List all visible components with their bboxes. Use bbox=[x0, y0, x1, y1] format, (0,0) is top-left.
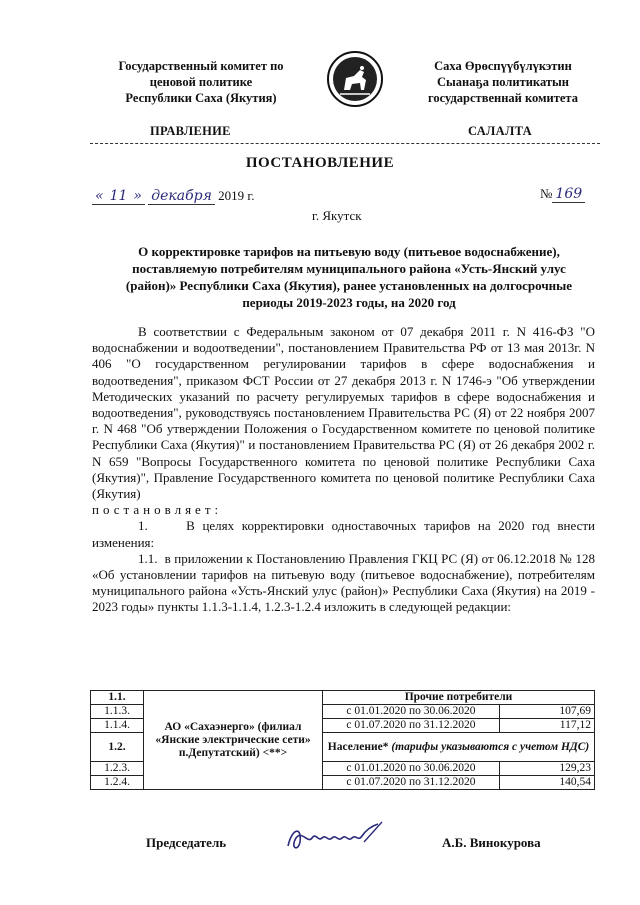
resolve-word: постановляет: bbox=[92, 502, 223, 518]
group-header-note: (тарифы указываются с учетом НДС) bbox=[391, 740, 590, 753]
tariff-table bbox=[90, 690, 595, 790]
header-right-line: государственнай комитета bbox=[428, 91, 578, 105]
document-date bbox=[92, 188, 255, 204]
header-left-line: Республики Саха (Якутия) bbox=[125, 91, 277, 105]
group-header bbox=[323, 733, 595, 762]
document-number bbox=[540, 186, 585, 202]
date-quote-close: » bbox=[130, 188, 145, 205]
tariff-value: 107,69 bbox=[500, 705, 595, 719]
period-cell: с 01.01.2020 по 30.06.2020 bbox=[323, 705, 500, 719]
period-cell: с 01.01.2020 по 30.06.2020 bbox=[323, 762, 500, 776]
table-row bbox=[91, 691, 595, 705]
tariff-value: 117,12 bbox=[500, 719, 595, 733]
row-number: 1.2.3. bbox=[91, 762, 144, 776]
city: г. Якутск bbox=[312, 208, 362, 223]
date-year: 2019 г. bbox=[218, 188, 255, 203]
coat-of-arms-icon bbox=[326, 50, 384, 108]
header-divider bbox=[90, 143, 600, 144]
board-label-sakha: САЛАЛТА bbox=[468, 124, 532, 138]
board-label-ru: ПРАВЛЕНИЕ bbox=[150, 124, 231, 138]
period-cell: с 01.07.2020 по 31.12.2020 bbox=[323, 776, 500, 790]
document-body bbox=[92, 324, 595, 616]
signature-icon bbox=[282, 818, 392, 858]
header-right-block bbox=[408, 58, 598, 106]
row-number: 1.2. bbox=[91, 733, 144, 762]
header-right-line: Саха Өрөспүүбүлүкэтин bbox=[434, 59, 572, 73]
group-header: Прочие потребители bbox=[323, 691, 595, 705]
tariff-value: 140,54 bbox=[500, 776, 595, 790]
number-value: 169 bbox=[552, 186, 585, 203]
organization-cell: АО «Сахаэнерго» (филиал «Янские электрические сети» п.Депутатский) <**> bbox=[144, 691, 323, 790]
header-left-line: ценовой политике bbox=[149, 75, 253, 89]
group-header-main: Население* bbox=[327, 740, 389, 753]
row-number: 1.1.4. bbox=[91, 719, 144, 733]
date-quote-open: « bbox=[92, 188, 107, 205]
date-month: декабря bbox=[148, 188, 215, 205]
header-right-line: Сыанаҕа политикатын bbox=[437, 75, 569, 89]
period-cell: с 01.07.2020 по 31.12.2020 bbox=[323, 719, 500, 733]
preamble-paragraph: В соответствии с Федеральным законом от 07 декабря 2011 г. N 416-ФЗ "О водоснабжении и водоотведении", постановлением Правительства РФ от 13 мая 2013г. N 406 "О государственном регулировании тарифов в сфере водоснабжения и водоотведения", приказом ФСТ России от 27 декабря 2013 г. N 1746-э "Об утверждении Методических указаний по расчету регулируемых тарифов в сфере водоснабжения и водоотведения", руководствуясь постановлением Правительства РС (Я) от 22 ноября 2007 г. N 468 "Об утверждении Положения о Государственном комитете по ценовой политике Республики Саха (Якутия)" и постановлением Правительства РС (Я) от 26 декабря 2002 г. N 659 "Вопросы Государственного комитета по ценовой политике Республики Саха (Якутия)", Правление Государственного комитета по ценовой политике Республики Саха (Якутия) bbox=[92, 324, 595, 502]
signatory-name: А.Б. Винокурова bbox=[442, 835, 541, 850]
row-number: 1.2.4. bbox=[91, 776, 144, 790]
document-type: ПОСТАНОВЛЕНИЕ bbox=[245, 155, 395, 171]
number-prefix: № bbox=[540, 186, 553, 201]
clause-1-1: 1.1. в приложении к Постановлению Правления ГКЦ РС (Я) от 06.12.2018 № 128 «Об установлении тарифов на питьевую воду (питьевое водоснабжение), потребителям муниципального района «Усть-Янский улус (район)» Республики Саха (Якутия) на 2019 - 2023 годы» пункты 1.1.3-1.1.4, 1.2.3-1.2.4 изложить в следующей редакции: bbox=[92, 550, 595, 615]
tariff-value: 129,23 bbox=[500, 762, 595, 776]
clause-1: 1. В целях корректировки одноставочных тарифов на 2020 год внести изменения: bbox=[92, 518, 595, 550]
row-number: 1.1. bbox=[91, 691, 144, 705]
signatory-title: Председатель bbox=[146, 835, 227, 850]
date-day: 11 bbox=[107, 188, 131, 205]
header-left-line: Государственный комитет по bbox=[118, 59, 284, 73]
header-left-block bbox=[96, 58, 306, 106]
document-title: О корректировке тарифов на питьевую воду (питьевое водоснабжение), поставляемую потребителям муниципального района «Усть-Янский улус (район)» Республики Саха (Якутия), ранее установленных на долгосрочные периоды 2019-2023 годы, на 2020 год bbox=[125, 244, 573, 310]
row-number: 1.1.3. bbox=[91, 705, 144, 719]
